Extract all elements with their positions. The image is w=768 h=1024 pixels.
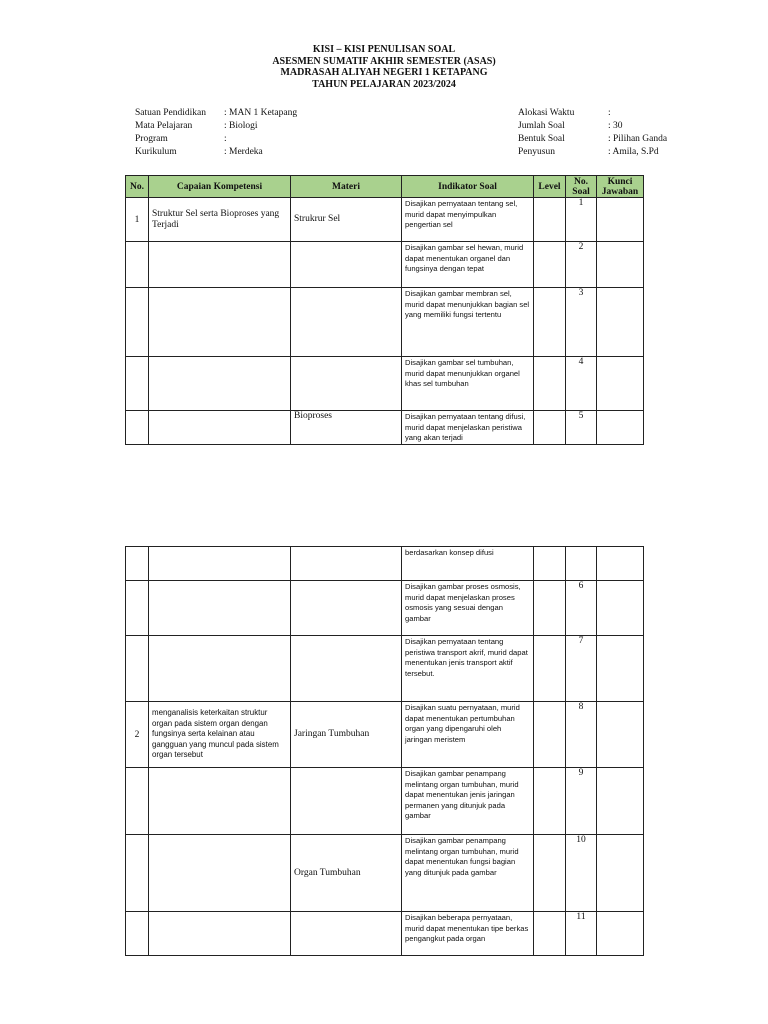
meta-value: : [224, 134, 227, 144]
cell-no [126, 835, 149, 912]
table-row [126, 288, 644, 357]
cell-no [126, 768, 149, 835]
cell-no-soal: 6 [566, 581, 597, 636]
cell-materi: Bioproses [291, 411, 402, 445]
cell-capaian [149, 581, 291, 636]
cell-no-soal: 10 [566, 835, 597, 912]
cell-indikator: Disajikan gambar sel tumbuhan, murid dapat menunjukkan organel khas sel tumbuhan [402, 357, 534, 411]
kisi-table-page-1 [125, 175, 644, 445]
cell-indikator: berdasarkan konsep difusi [402, 547, 534, 581]
meta-label: Jumlah Soal [518, 121, 565, 131]
cell-level [534, 912, 566, 956]
cell-no [126, 636, 149, 702]
cell-materi [291, 357, 402, 411]
cell-no-soal: 5 [566, 411, 597, 445]
meta-row [135, 133, 297, 146]
cell-no [126, 357, 149, 411]
cell-indikator: Disajikan suatu pernyataan, murid dapat menentukan pertumbuhan organ yang dipengaruhi oleh jaringan meristem [402, 702, 534, 768]
cell-no: 2 [126, 702, 149, 768]
meta-row [518, 120, 667, 133]
meta-value: : Merdeka [224, 147, 263, 157]
cell-capaian [149, 636, 291, 702]
meta-label: Program [135, 134, 168, 144]
table-row [126, 702, 644, 768]
cell-level [534, 768, 566, 835]
cell-level [534, 198, 566, 242]
meta-value: : Pilihan Ganda [608, 134, 668, 144]
cell-materi [291, 288, 402, 357]
cell-indikator: Disajikan pernyataan tentang peristiwa transport akrif, murid dapat menentukan jenis transport aktif tersebut. [402, 636, 534, 702]
cell-no-soal: 11 [566, 912, 597, 956]
cell-capaian: menganalisis keterkaitan struktur organ pada sistem organ dengan fungsinya serta kelainan atau gangguan yang muncul pada sistem organ tersebut [149, 702, 291, 768]
cell-no-soal: 4 [566, 357, 597, 411]
cell-materi [291, 912, 402, 956]
cell-kunci [597, 288, 644, 357]
header-indikator: Indikator Soal [402, 176, 534, 198]
title-line-1: KISI – KISI PENULISAN SOAL [312, 44, 456, 55]
cell-kunci [597, 581, 644, 636]
meta-value: : Biologi [224, 121, 258, 131]
table-row [126, 768, 644, 835]
meta-label: Bentuk Soal [518, 134, 565, 144]
meta-label: Satuan Pendidikan [135, 108, 206, 118]
title-line-3: MADRASAH ALIYAH NEGERI 1 KETAPANG [280, 67, 488, 78]
header-materi: Materi [291, 176, 402, 198]
meta-row [135, 120, 297, 133]
table-row [126, 242, 644, 288]
cell-no-soal: 1 [566, 198, 597, 242]
kisi-table-page-2 [125, 546, 644, 956]
cell-kunci [597, 636, 644, 702]
cell-materi [291, 581, 402, 636]
cell-capaian [149, 288, 291, 357]
title-line-2: ASESMEN SUMATIF AKHIR SEMESTER (ASAS) [272, 55, 496, 67]
cell-no-soal: 9 [566, 768, 597, 835]
cell-capaian [149, 411, 291, 445]
meta-label: Alokasi Waktu [518, 108, 575, 118]
cell-kunci [597, 768, 644, 835]
title-line-4: TAHUN PELAJARAN 2023/2024 [312, 78, 456, 90]
cell-capaian [149, 835, 291, 912]
cell-capaian [149, 768, 291, 835]
document-title [0, 44, 768, 90]
cell-no [126, 581, 149, 636]
table-row [126, 835, 644, 912]
meta-left [135, 107, 297, 159]
cell-indikator: Disajikan beberapa pernyataan, murid dapat menentukan tipe berkas pengangkut pada organ [402, 912, 534, 956]
cell-level [534, 411, 566, 445]
cell-no-soal: 2 [566, 242, 597, 288]
cell-indikator: Disajikan pernyataan tentang difusi, murid dapat menjelaskan peristiwa yang akan terjadi [402, 411, 534, 445]
cell-indikator: Disajikan pernyataan tentang sel, murid dapat menyimpulkan pengertian sel [402, 198, 534, 242]
table-header-row [126, 176, 644, 198]
cell-capaian [149, 547, 291, 581]
cell-level [534, 702, 566, 768]
meta-row [518, 133, 667, 146]
cell-no: 1 [126, 198, 149, 242]
header-kunci: Kunci Jawaban [597, 176, 644, 198]
cell-indikator: Disajikan gambar proses osmosis, murid dapat menjelaskan proses osmosis yang sesuai dengan gambar [402, 581, 534, 636]
cell-kunci [597, 547, 644, 581]
cell-kunci [597, 912, 644, 956]
meta-label: Kurikulum [135, 147, 177, 157]
cell-level [534, 581, 566, 636]
cell-level [534, 835, 566, 912]
cell-level [534, 547, 566, 581]
table-row [126, 581, 644, 636]
cell-indikator: Disajikan gambar membran sel, murid dapat menunjukkan bagian sel yang memiliki fungsi tertentu [402, 288, 534, 357]
cell-no-soal: 3 [566, 288, 597, 357]
cell-materi [291, 768, 402, 835]
meta-right [518, 107, 667, 159]
header-no-soal: No. Soal [566, 176, 597, 198]
cell-indikator: Disajikan gambar penampang melintang organ tumbuhan, murid dapat menentukan fungsi bagian yang ditunjuk pada gambar [402, 835, 534, 912]
cell-capaian [149, 242, 291, 288]
meta-value: : [608, 108, 611, 118]
cell-no [126, 288, 149, 357]
table-row [126, 912, 644, 956]
cell-materi [291, 242, 402, 288]
meta-row [135, 146, 297, 159]
cell-no-soal: 8 [566, 702, 597, 768]
table-row [126, 411, 644, 445]
table-row [126, 357, 644, 411]
header-no: No. [126, 176, 149, 198]
cell-capaian [149, 357, 291, 411]
cell-no [126, 411, 149, 445]
cell-level [534, 636, 566, 702]
cell-materi: Strukrur Sel [291, 198, 402, 242]
cell-no-soal [566, 547, 597, 581]
cell-kunci [597, 411, 644, 445]
cell-kunci [597, 242, 644, 288]
cell-level [534, 242, 566, 288]
cell-no-soal: 7 [566, 636, 597, 702]
meta-row [135, 107, 297, 120]
cell-indikator: Disajikan gambar sel hewan, murid dapat menentukan organel dan fungsinya dengan tepat [402, 242, 534, 288]
cell-kunci [597, 198, 644, 242]
table-row [126, 198, 644, 242]
meta-value: : Amila, S.Pd [608, 147, 659, 157]
meta-row [518, 146, 667, 159]
meta-value: : 30 [608, 121, 623, 131]
cell-kunci [597, 835, 644, 912]
header-capaian: Capaian Kompetensi [149, 176, 291, 198]
meta-value: : MAN 1 Ketapang [224, 108, 298, 118]
cell-no [126, 547, 149, 581]
cell-no [126, 912, 149, 956]
table-row [126, 547, 644, 581]
cell-kunci [597, 702, 644, 768]
cell-capaian: Struktur Sel serta Bioproses yang Terjadi [149, 198, 291, 242]
cell-no [126, 242, 149, 288]
cell-kunci [597, 357, 644, 411]
cell-capaian [149, 912, 291, 956]
meta-label: Penyusun [518, 147, 555, 157]
cell-indikator: Disajikan gambar penampang melintang organ tumbuhan, murid dapat menentukan jenis jaringan permanen yang ditunjuk pada gambar [402, 768, 534, 835]
cell-materi: Organ Tumbuhan [291, 835, 402, 912]
header-level: Level [534, 176, 566, 198]
meta-label: Mata Pelajaran [135, 121, 193, 131]
cell-materi [291, 547, 402, 581]
cell-materi [291, 636, 402, 702]
cell-level [534, 288, 566, 357]
meta-row [518, 107, 667, 120]
cell-materi: Jaringan Tumbuhan [291, 702, 402, 768]
cell-level [534, 357, 566, 411]
table-row [126, 636, 644, 702]
